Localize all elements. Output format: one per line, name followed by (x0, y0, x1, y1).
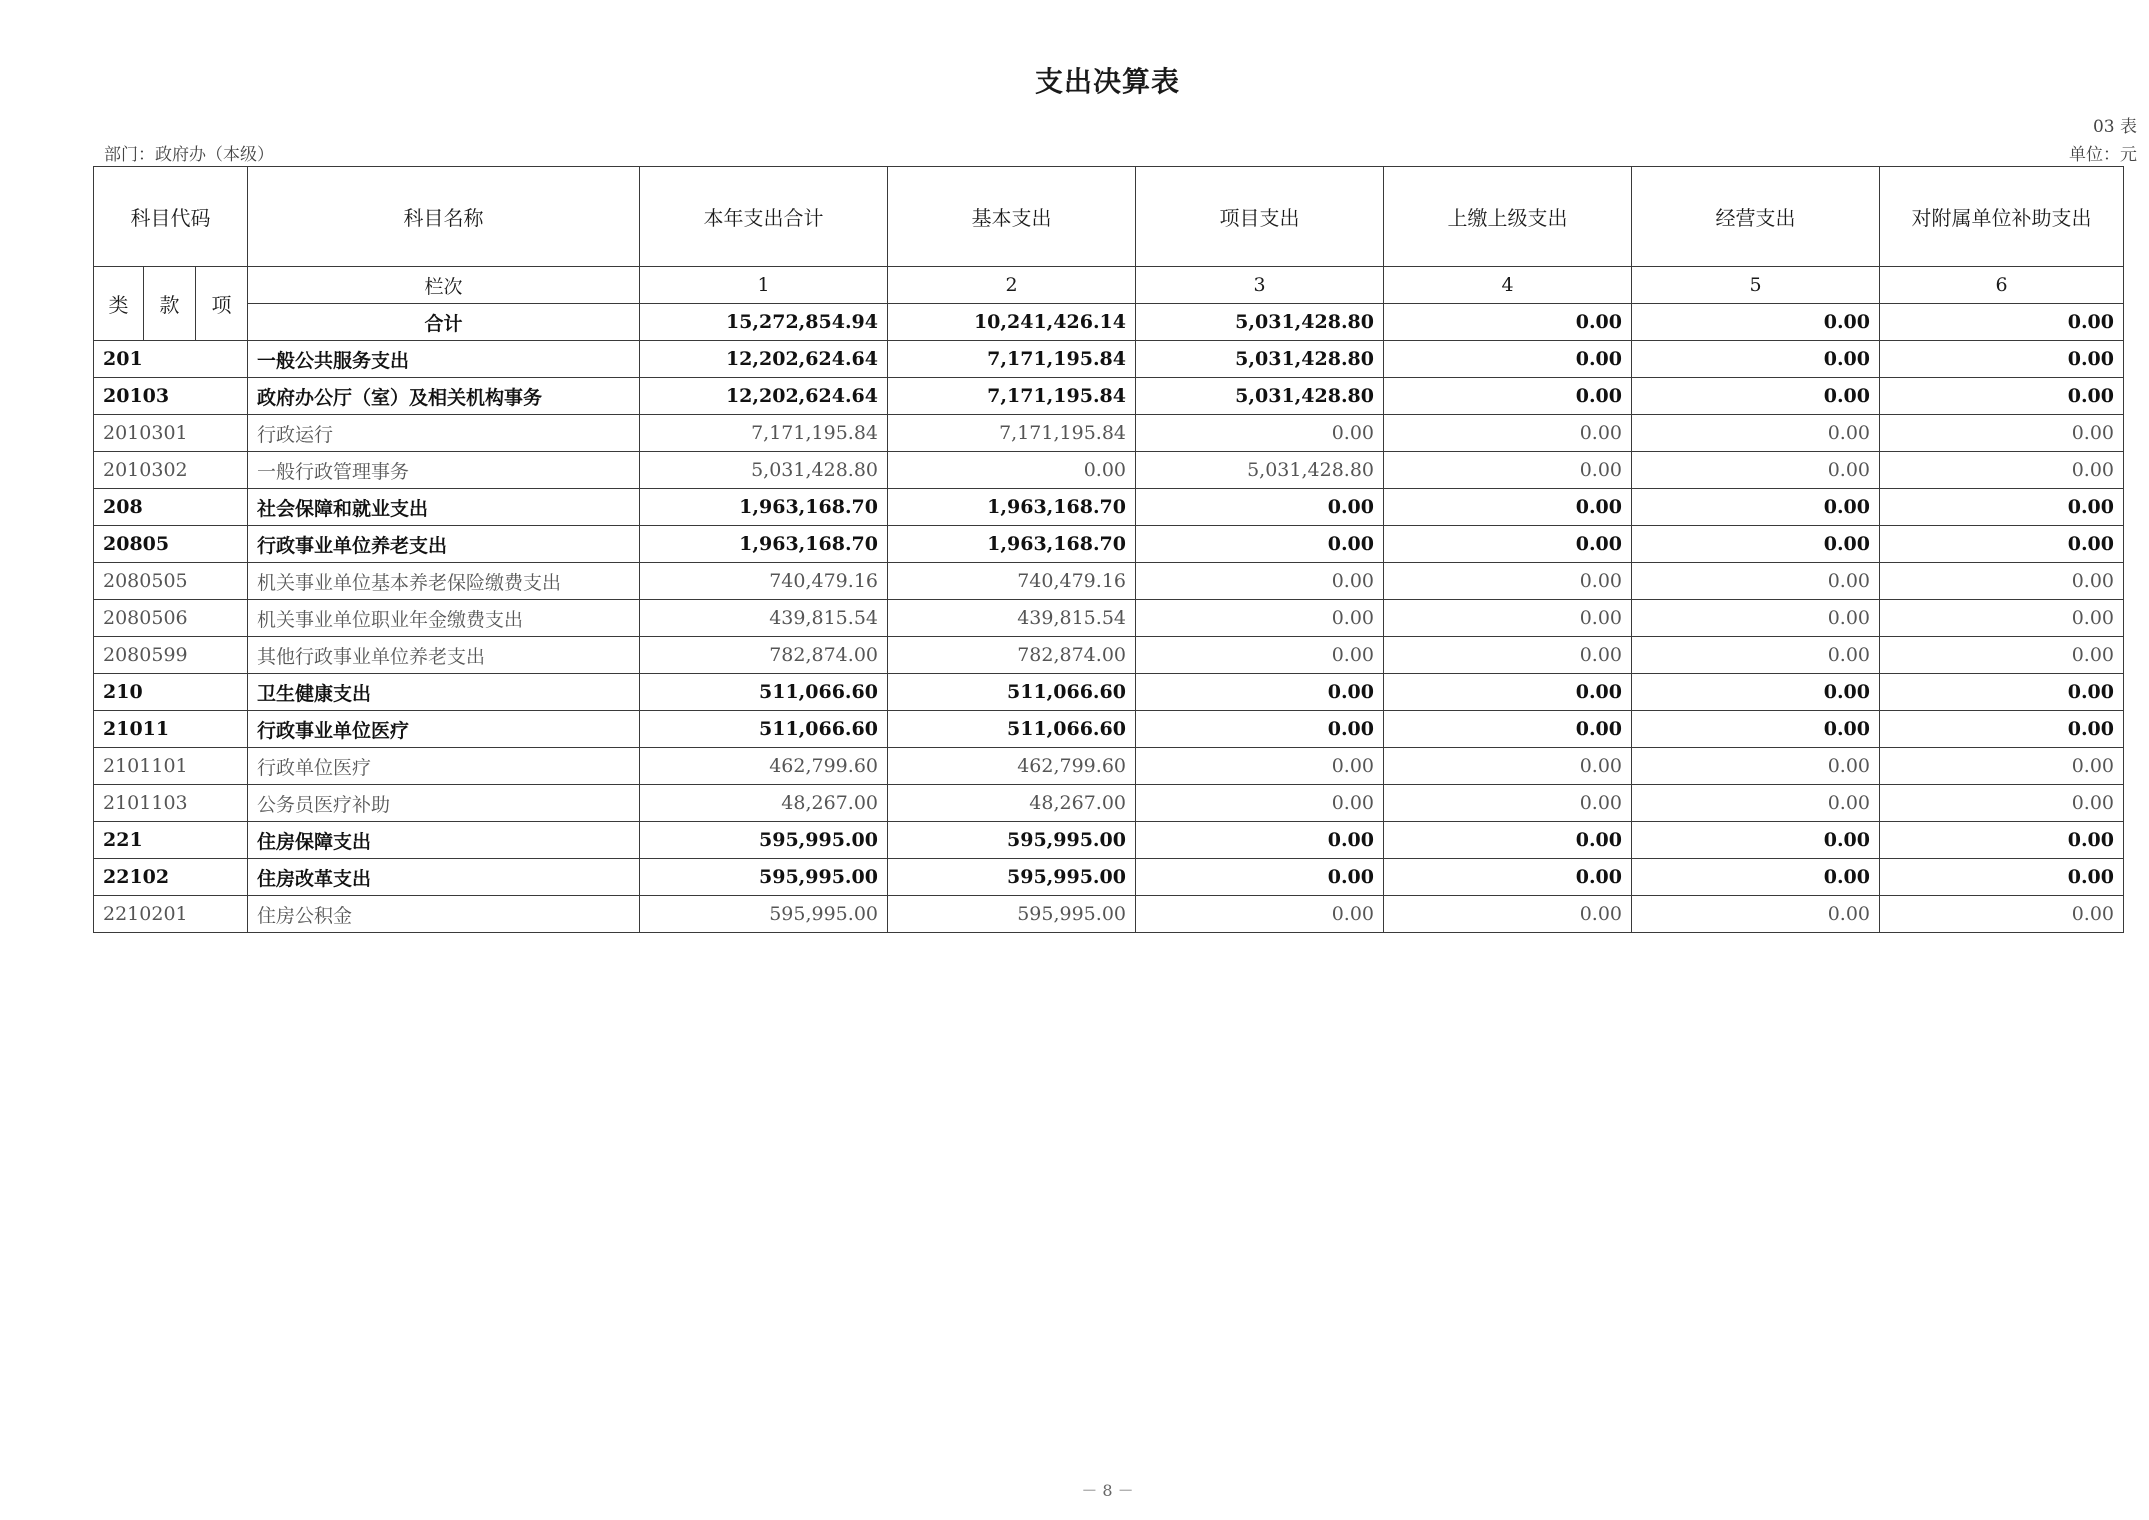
amount-cell: 7,171,195.84 (888, 378, 1136, 415)
amount-cell: 0.00 (1632, 896, 1880, 933)
subject-name: 政府办公厅（室）及相关机构事务 (248, 378, 640, 415)
amount-cell: 48,267.00 (640, 785, 888, 822)
amount-cell: 595,995.00 (888, 896, 1136, 933)
amount-cell: 0.00 (1136, 822, 1384, 859)
amount-cell: 511,066.60 (888, 711, 1136, 748)
amount-cell: 0.00 (1880, 896, 2124, 933)
subject-code: 2101103 (94, 785, 248, 822)
amount-cell: 0.00 (1880, 674, 2124, 711)
amount-cell: 1,963,168.70 (888, 526, 1136, 563)
amount-cell: 0.00 (1880, 415, 2124, 452)
subject-name: 行政单位医疗 (248, 748, 640, 785)
column-header: 经营支出 (1632, 167, 1880, 267)
table-row (94, 563, 2124, 600)
table-row (94, 785, 2124, 822)
amount-cell: 0.00 (1880, 452, 2124, 489)
subject-name: 机关事业单位基本养老保险缴费支出 (248, 563, 640, 600)
subject-name: 行政运行 (248, 415, 640, 452)
amount-cell: 5,031,428.80 (1136, 341, 1384, 378)
table-row (94, 859, 2124, 896)
amount-cell: 511,066.60 (888, 674, 1136, 711)
form-number: 03 表 (2092, 117, 2137, 137)
subject-code: 21011 (94, 711, 248, 748)
amount-cell: 0.00 (1632, 711, 1880, 748)
amount-cell: 1,963,168.70 (640, 526, 888, 563)
subject-code: 2010302 (94, 452, 248, 489)
amount-cell: 0.00 (1632, 378, 1880, 415)
amount-cell: 0.00 (1880, 785, 2124, 822)
subject-name: 住房公积金 (248, 896, 640, 933)
amount-cell: 0.00 (1632, 674, 1880, 711)
column-number: 1 (640, 267, 888, 304)
subject-code: 2010301 (94, 415, 248, 452)
amount-cell: 0.00 (1384, 822, 1632, 859)
table-row (94, 674, 2124, 711)
subject-code: 2210201 (94, 896, 248, 933)
table-row (94, 711, 2124, 748)
table-row (94, 822, 2124, 859)
department-label: 部门：政府办（本级） (104, 145, 274, 165)
amount-cell: 5,031,428.80 (1136, 452, 1384, 489)
amount-cell: 0.00 (1136, 489, 1384, 526)
amount-cell: 48,267.00 (888, 785, 1136, 822)
subject-code: 208 (94, 489, 248, 526)
header-row (94, 167, 2124, 267)
column-number: 5 (1632, 267, 1880, 304)
amount-cell: 0.00 (1880, 563, 2124, 600)
amount-cell: 740,479.16 (640, 563, 888, 600)
amount-cell: 5,031,428.80 (1136, 378, 1384, 415)
table-row (94, 415, 2124, 452)
amount-cell: 595,995.00 (640, 859, 888, 896)
column-number-row (94, 267, 2124, 304)
subject-name: 住房保障支出 (248, 822, 640, 859)
amount-cell: 462,799.60 (640, 748, 888, 785)
xiang-header: 项 (196, 267, 248, 341)
page-number: － 8 － (1081, 1481, 1134, 1500)
amount-cell: 0.00 (1632, 526, 1880, 563)
amount-cell: 439,815.54 (640, 600, 888, 637)
subject-code: 2080505 (94, 563, 248, 600)
amount-cell: 0.00 (1880, 822, 2124, 859)
amount-cell: 0.00 (1880, 526, 2124, 563)
subject-name: 行政事业单位养老支出 (248, 526, 640, 563)
table-row (94, 489, 2124, 526)
amount-cell: 0.00 (1632, 563, 1880, 600)
total-value: 10,241,426.14 (888, 304, 1136, 341)
amount-cell: 0.00 (1632, 341, 1880, 378)
amount-cell: 0.00 (1136, 896, 1384, 933)
lanci-label: 栏次 (248, 267, 640, 304)
amount-cell: 511,066.60 (640, 674, 888, 711)
amount-cell: 0.00 (1632, 785, 1880, 822)
amount-cell: 595,995.00 (640, 896, 888, 933)
amount-cell: 0.00 (1136, 415, 1384, 452)
amount-cell: 1,963,168.70 (888, 489, 1136, 526)
name-header: 科目名称 (248, 167, 640, 267)
amount-cell: 0.00 (1880, 489, 2124, 526)
subject-name: 住房改革支出 (248, 859, 640, 896)
amount-cell: 0.00 (1384, 378, 1632, 415)
subject-code: 2080599 (94, 637, 248, 674)
amount-cell: 0.00 (1880, 637, 2124, 674)
total-value: 0.00 (1880, 304, 2124, 341)
amount-cell: 462,799.60 (888, 748, 1136, 785)
amount-cell: 0.00 (1384, 415, 1632, 452)
amount-cell: 0.00 (1632, 415, 1880, 452)
amount-cell: 0.00 (1384, 341, 1632, 378)
column-number: 2 (888, 267, 1136, 304)
subject-name: 一般公共服务支出 (248, 341, 640, 378)
subject-code: 210 (94, 674, 248, 711)
table-row (94, 341, 2124, 378)
amount-cell: 0.00 (1632, 822, 1880, 859)
amount-cell: 0.00 (1632, 452, 1880, 489)
amount-cell: 7,171,195.84 (640, 415, 888, 452)
amount-cell: 0.00 (1632, 859, 1880, 896)
amount-cell: 0.00 (1136, 600, 1384, 637)
column-header: 项目支出 (1136, 167, 1384, 267)
page-title: 支出决算表 (1034, 65, 1180, 98)
total-value: 0.00 (1632, 304, 1880, 341)
table-row (94, 526, 2124, 563)
amount-cell: 0.00 (1880, 748, 2124, 785)
amount-cell: 0.00 (1136, 637, 1384, 674)
unit-label: 单位：元 (2069, 145, 2137, 165)
amount-cell: 0.00 (1136, 859, 1384, 896)
subject-code: 20103 (94, 378, 248, 415)
amount-cell: 0.00 (1136, 526, 1384, 563)
expenditure-table (93, 166, 2124, 933)
amount-cell: 0.00 (1136, 563, 1384, 600)
amount-cell: 0.00 (1880, 711, 2124, 748)
subject-name: 公务员医疗补助 (248, 785, 640, 822)
amount-cell: 0.00 (1880, 378, 2124, 415)
lei-header: 类 (94, 267, 144, 341)
amount-cell: 0.00 (1384, 452, 1632, 489)
amount-cell: 595,995.00 (888, 859, 1136, 896)
table-row (94, 896, 2124, 933)
amount-cell: 0.00 (1880, 600, 2124, 637)
amount-cell: 7,171,195.84 (888, 415, 1136, 452)
amount-cell: 0.00 (1880, 341, 2124, 378)
code-header: 科目代码 (94, 167, 248, 267)
subject-name: 卫生健康支出 (248, 674, 640, 711)
amount-cell: 0.00 (1384, 785, 1632, 822)
amount-cell: 511,066.60 (640, 711, 888, 748)
table-row (94, 748, 2124, 785)
subject-name: 机关事业单位职业年金缴费支出 (248, 600, 640, 637)
amount-cell: 0.00 (1136, 785, 1384, 822)
subject-code: 20805 (94, 526, 248, 563)
kuan-header: 款 (144, 267, 196, 341)
amount-cell: 595,995.00 (640, 822, 888, 859)
column-header: 本年支出合计 (640, 167, 888, 267)
amount-cell: 0.00 (1384, 748, 1632, 785)
amount-cell: 12,202,624.64 (640, 341, 888, 378)
subject-name: 行政事业单位医疗 (248, 711, 640, 748)
table-row (94, 452, 2124, 489)
column-number: 4 (1384, 267, 1632, 304)
amount-cell: 0.00 (1136, 674, 1384, 711)
table-row (94, 600, 2124, 637)
subject-name: 一般行政管理事务 (248, 452, 640, 489)
total-value: 5,031,428.80 (1136, 304, 1384, 341)
total-value: 15,272,854.94 (640, 304, 888, 341)
amount-cell: 0.00 (1384, 489, 1632, 526)
amount-cell: 12,202,624.64 (640, 378, 888, 415)
total-label: 合计 (248, 304, 640, 341)
amount-cell: 0.00 (1384, 526, 1632, 563)
amount-cell: 439,815.54 (888, 600, 1136, 637)
subject-code: 2080506 (94, 600, 248, 637)
amount-cell: 782,874.00 (888, 637, 1136, 674)
amount-cell: 0.00 (1136, 711, 1384, 748)
amount-cell: 0.00 (1880, 859, 2124, 896)
subject-code: 22102 (94, 859, 248, 896)
subject-code: 201 (94, 341, 248, 378)
amount-cell: 0.00 (1384, 896, 1632, 933)
amount-cell: 5,031,428.80 (640, 452, 888, 489)
amount-cell: 0.00 (1136, 748, 1384, 785)
amount-cell: 0.00 (1384, 563, 1632, 600)
column-header: 基本支出 (888, 167, 1136, 267)
total-value: 0.00 (1384, 304, 1632, 341)
subject-name: 其他行政事业单位养老支出 (248, 637, 640, 674)
table-row (94, 378, 2124, 415)
amount-cell: 0.00 (1632, 489, 1880, 526)
amount-cell: 1,963,168.70 (640, 489, 888, 526)
amount-cell: 7,171,195.84 (888, 341, 1136, 378)
amount-cell: 0.00 (1384, 859, 1632, 896)
amount-cell: 0.00 (1632, 600, 1880, 637)
amount-cell: 740,479.16 (888, 563, 1136, 600)
table-row (94, 637, 2124, 674)
subject-name: 社会保障和就业支出 (248, 489, 640, 526)
subject-code: 221 (94, 822, 248, 859)
column-number: 3 (1136, 267, 1384, 304)
column-number: 6 (1880, 267, 2124, 304)
amount-cell: 0.00 (1384, 674, 1632, 711)
column-header: 对附属单位补助支出 (1880, 167, 2124, 267)
total-row (94, 304, 2124, 341)
amount-cell: 595,995.00 (888, 822, 1136, 859)
subject-code: 2101101 (94, 748, 248, 785)
amount-cell: 0.00 (1384, 600, 1632, 637)
amount-cell: 0.00 (1632, 637, 1880, 674)
amount-cell: 0.00 (1384, 637, 1632, 674)
amount-cell: 0.00 (1384, 711, 1632, 748)
column-header: 上缴上级支出 (1384, 167, 1632, 267)
amount-cell: 0.00 (888, 452, 1136, 489)
amount-cell: 0.00 (1632, 748, 1880, 785)
amount-cell: 782,874.00 (640, 637, 888, 674)
